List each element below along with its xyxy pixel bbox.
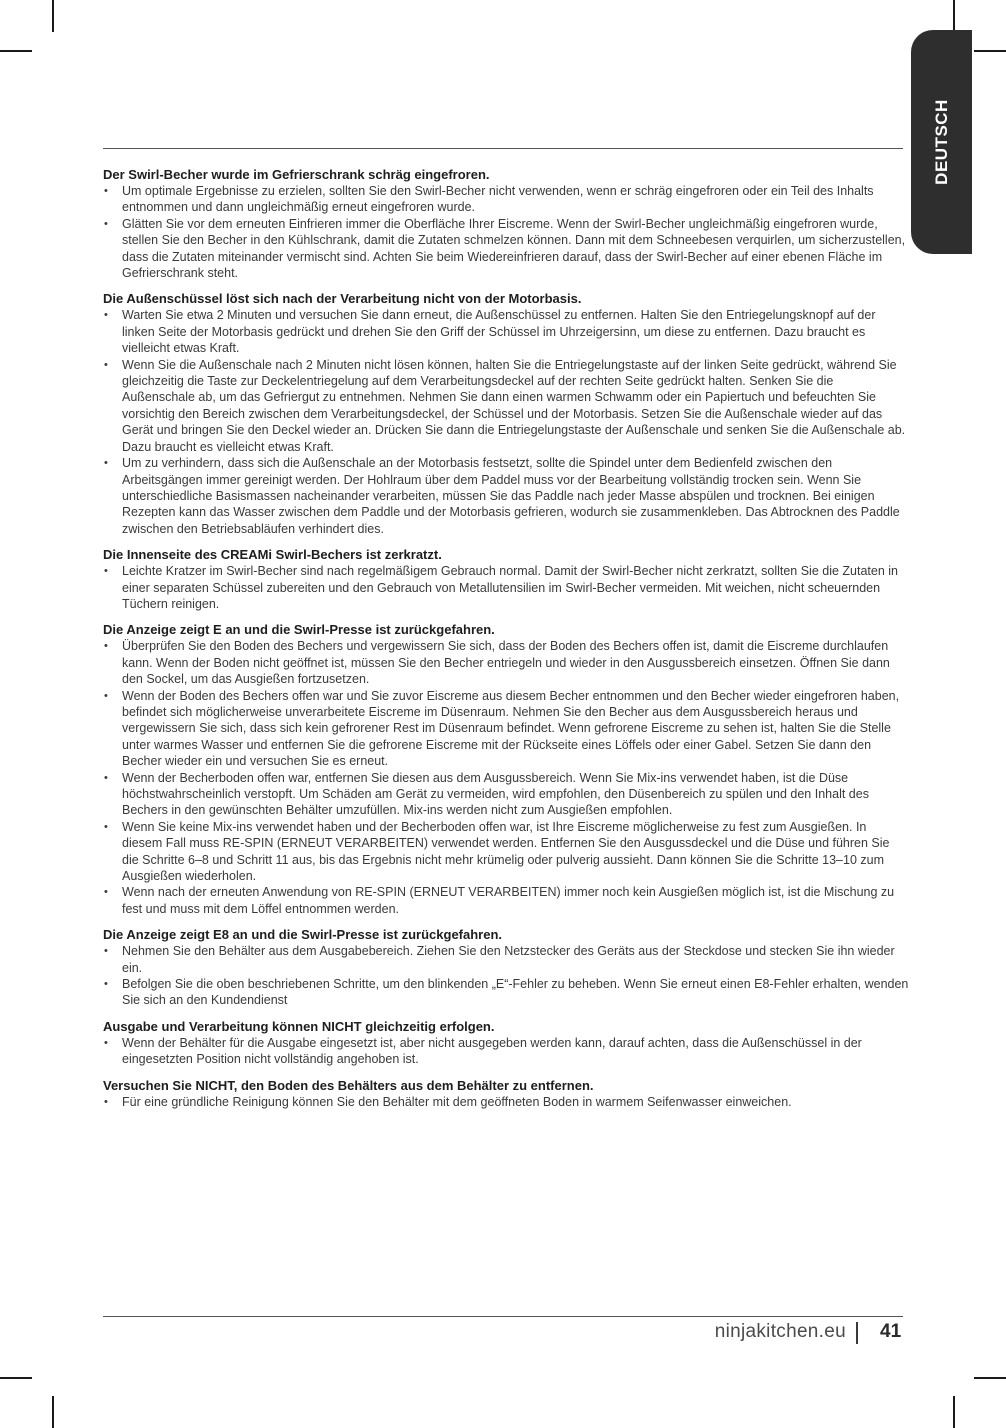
section-title: Die Anzeige zeigt E8 an und die Swirl-Presse ist zurückgefahren. xyxy=(103,927,503,943)
crop-mark xyxy=(0,50,32,52)
troubleshooting-section xyxy=(103,290,909,537)
bullet-item: • Wenn der Behälter für die Ausgabe eingesetzt ist, aber nicht ausgegeben werden kann, darauf achten, dass die Außenschüssel in der eingesetzten Position nicht vollständig angehoben ist. xyxy=(103,1035,909,1068)
bullet-list xyxy=(103,183,909,281)
footer-url: ninjakitchen.eu xyxy=(714,1321,846,1342)
bullet-item: • Wenn Sie die Außenschale nach 2 Minuten nicht lösen können, halten Sie die Entriegelungstaste auf der linken Seite gedrückt, während Sie gleichzeitig die Taste zur Deckelentriegelung auf dem Verarbeitungsdeckel auf der rechten Seite gedrückt halten. Senken Sie die Außenschale ab, um das Gefriergut zu entnehmen. Nehmen Sie dann einen warmen Schwamm oder ein Papiertuch und befeuchten Sie vorsichtig den Bereich zwischen dem Verarbeitungsdeckel, der Schüssel und der Motorbasis. Setzen Sie die Außenschale wieder auf das Gerät und bringen Sie den Deckel wieder an. Drücken Sie dann die Entriegelungstaste der Außenschale und senken Sie die Außenschale ab. Dazu braucht es vielleicht etwas Kraft. xyxy=(103,357,909,455)
crop-mark xyxy=(0,1377,32,1379)
bullet-list xyxy=(103,563,909,612)
bottom-divider xyxy=(103,1316,903,1317)
section-title: Die Innenseite des CREAMi Swirl-Bechers ist zerkratzt. xyxy=(103,547,442,563)
troubleshooting-content xyxy=(103,166,909,1119)
bullet-item: • Leichte Kratzer im Swirl-Becher sind nach regelmäßigem Gebrauch normal. Damit der Swirl-Becher nicht zerkratzt, sollten Sie die Zutaten in einer separaten Schüssel zubereiten und den Gebrauch von Metallutensilien im Swirl-Becher vermeiden. Mit weichen, nicht scheuernden Tüchern reinigen. xyxy=(103,563,909,612)
crop-mark xyxy=(953,1396,955,1428)
bullet-list xyxy=(103,1035,909,1068)
bullet-item: • Für eine gründliche Reinigung können Sie den Behälter mit dem geöffneten Boden in warmem Seifenwasser einweichen. xyxy=(103,1094,909,1110)
troubleshooting-section xyxy=(103,1077,909,1110)
bullet-item: • Befolgen Sie die oben beschriebenen Schritte, um den blinkenden „E“-Fehler zu beheben. Wenn Sie erneut einen E8-Fehler erhalten, wenden Sie sich an den Kundendienst xyxy=(103,976,909,1009)
bullet-item: • Warten Sie etwa 2 Minuten und versuchen Sie dann erneut, die Außenschüssel zu entfernen. Halten Sie den Entriegelungsknopf auf der linken Seite der Motorbasis gedrückt und drehen Sie den Griff der Schüssel im Uhrzeigersinn, um diese zu entfernen. Dazu braucht es vielleicht etwas Kraft. xyxy=(103,307,909,356)
bullet-item: • Um zu verhindern, dass sich die Außenschale an der Motorbasis festsetzt, sollte die Spindel unter dem Bedienfeld zwischen den Arbeitsgängen immer gereinigt werden. Der Hohlraum über dem Paddel muss vor der Bearbeitung vollständig trocken sein. Wenn Sie unterschiedliche Basismassen nacheinander verarbeiten, müssen Sie das Paddle nach jeder Masse abspülen und trocknen. Bei einigen Rezepten kann das Wasser zwischen dem Paddle und der Motorbasis gefrieren, wodurch sie zusammenkleben. Das Abtrocknen des Paddle zwischen den Betriebsabläufen verhindert dies. xyxy=(103,455,909,537)
language-tab-label: DEUTSCH xyxy=(931,99,951,185)
bullet-item: • Wenn der Becherboden offen war, entfernen Sie diesen aus dem Ausgussbereich. Wenn Sie Mix-ins verwendet haben, ist die Düse höchstwahrscheinlich verstopft. Um Schäden am Gerät zu vermeiden, wird empfohlen, den Düsenbereich zu spülen und den Inhalt des Bechers in den gewünschten Behälter umzufüllen. Mix-ins werden nicht zum Ausgießen empfohlen. xyxy=(103,770,909,819)
troubleshooting-section xyxy=(103,1018,909,1068)
troubleshooting-section xyxy=(103,546,909,612)
footer-separator xyxy=(856,1322,858,1344)
bullet-list xyxy=(103,1094,909,1110)
crop-mark xyxy=(52,1396,54,1428)
bullet-list xyxy=(103,943,909,1009)
crop-mark xyxy=(974,1377,1006,1379)
troubleshooting-section xyxy=(103,166,909,281)
language-tab xyxy=(911,30,972,254)
bullet-list xyxy=(103,638,909,917)
troubleshooting-section xyxy=(103,621,909,917)
troubleshooting-section xyxy=(103,926,909,1009)
bullet-item: • Wenn der Boden des Bechers offen war und Sie zuvor Eiscreme aus diesem Becher entnommen und den Becher wieder eingefroren haben, befindet sich möglicherweise unverarbeitete Eiscreme im Düsenraum. Nehmen Sie den Becher aus dem Ausgussbereich heraus und vergewissern Sie sich, dass sich kein gefrorener Rest im Düsenraum befindet. Wenn gefrorene Eiscreme zu sehen ist, halten Sie die Stelle unter warmes Wasser und entfernen Sie die gefrorene Eiscreme mit der Rückseite eines Löffels oder einer Gabel. Setzen Sie dann den Becher wieder ein und versuchen Sie es erneut. xyxy=(103,688,909,770)
bullet-item: • Um optimale Ergebnisse zu erzielen, sollten Sie den Swirl-Becher nicht verwenden, wenn er schräg eingefroren oder ein Teil des Inhalts entnommen und dann ungleichmäßig erneut eingefroren wurde. xyxy=(103,183,909,216)
bullet-list xyxy=(103,307,909,537)
bullet-item: • Nehmen Sie den Behälter aus dem Ausgabebereich. Ziehen Sie den Netzstecker des Geräts aus der Steckdose und stecken Sie ihn wieder ein. xyxy=(103,943,909,976)
bullet-item: • Wenn Sie keine Mix-ins verwendet haben und der Becherboden offen war, ist Ihre Eiscreme möglicherweise zu fest zum Ausgießen. In diesem Fall muss RE-SPIN (ERNEUT VERARBEITEN) verwendet werden. Entfernen Sie den Ausgussdeckel und die Düse und führen Sie die Schritte 6–8 und Schritt 11 aus, bis das Ergebnis nicht mehr krümelig oder pulverig aussieht. Dann können Sie die Schritte 13–10 zum Ausgießen wiederholen. xyxy=(103,819,909,885)
page-number: 41 xyxy=(880,1321,902,1342)
section-title: Die Außenschüssel löst sich nach der Verarbeitung nicht von der Motorbasis. xyxy=(103,291,582,307)
section-title: Die Anzeige zeigt E an und die Swirl-Presse ist zurückgefahren. xyxy=(103,622,495,638)
crop-mark xyxy=(974,50,1006,52)
section-title: Ausgabe und Verarbeitung können NICHT gleichzeitig erfolgen. xyxy=(103,1018,495,1034)
bullet-item: • Wenn nach der erneuten Anwendung von RE-SPIN (ERNEUT VERARBEITEN) immer noch kein Ausgießen möglich ist, ist die Mischung zu fest und muss mit dem Löffel entnommen werden. xyxy=(103,884,909,917)
section-title: Versuchen Sie NICHT, den Boden des Behälters aus dem Behälter zu entfernen. xyxy=(103,1077,594,1093)
bullet-item: • Überprüfen Sie den Boden des Bechers und vergewissern Sie sich, dass der Boden des Bechers offen ist, damit die Eiscreme durchlaufen kann. Wenn der Boden nicht geöffnet ist, müssen Sie den Becher entriegeln und wieder in den Ausgussbereich einsetzen. Öffnen Sie dann den Sockel, um das Ausgießen fortzusetzen. xyxy=(103,638,909,687)
bullet-item: • Glätten Sie vor dem erneuten Einfrieren immer die Oberfläche Ihrer Eiscreme. Wenn der Swirl-Becher ungleichmäßig eingefroren wurde, stellen Sie den Becher in den Kühlschrank, damit die Zutaten schmelzen können. Dann mit dem Schneebesen verquirlen, um sicherzustellen, dass die Zutaten miteinander vermischt sind. Achten Sie beim Wiedereinfrieren darauf, dass der Swirl-Becher auf einer ebenen Fläche im Gefrierschrank steht. xyxy=(103,216,909,282)
crop-mark xyxy=(52,0,54,32)
section-title: Der Swirl-Becher wurde im Gefrierschrank schräg eingefroren. xyxy=(103,167,490,182)
top-divider xyxy=(103,148,903,149)
crop-mark xyxy=(953,0,955,32)
